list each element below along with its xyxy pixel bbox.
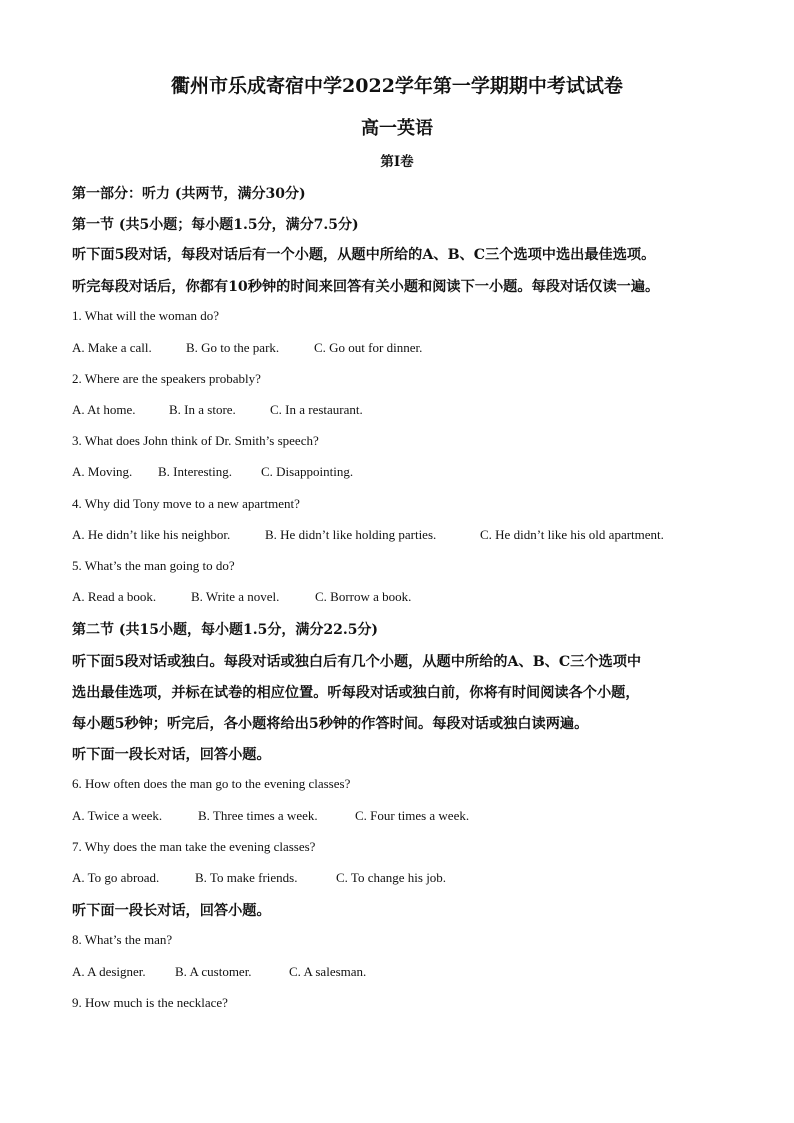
question-7: 7. Why does the man take the evening classes? [72, 839, 316, 854]
question-5-option-c: C. Borrow a book. [315, 589, 412, 604]
dialogue-group-intro: 听下面一段长对话，回答小题。 [72, 747, 271, 763]
question-5-option-b: B. Write a novel. [191, 589, 280, 604]
question-8: 8. What’s the man? [72, 932, 173, 947]
question-8-option-c: C. A salesman. [289, 964, 367, 979]
question-5: 5. What’s the man going to do? [72, 558, 235, 573]
question-3-option-b: B. Interesting. [158, 464, 233, 479]
volume-label: 第I卷 [380, 154, 414, 170]
section1-heading: 第一节 (共5小题；每小题1.5分，满分7.5分) [72, 217, 359, 233]
dialogue-group-intro: 听下面一段长对话，回答小题。 [72, 903, 271, 919]
question-1-option-c: C. Go out for dinner. [314, 340, 423, 355]
section2-instruction-line: 选出最佳选项，并标在试卷的相应位置。听每段对话或独白前，你将有时间阅读各个小题， [72, 685, 640, 701]
question-4-option-c: C. He didn’t like his old apartment. [480, 527, 664, 542]
section2-instruction-line: 听下面5段对话或独白。每段对话或独白后有几个小题，从题中所给的A、B、C三个选项中 [72, 654, 642, 670]
question-6: 6. How often does the man go to the evening classes? [72, 776, 351, 791]
question-1-option-a: A. Make a call. [72, 340, 152, 355]
question-8-option-a: A. A designer. [72, 964, 146, 979]
question-6-option-c: C. Four times a week. [355, 808, 470, 823]
section1-instruction-line: 听完每段对话后，你都有10秒钟的时间来回答有关小题和阅读下一小题。每段对话仅读一遍。 [72, 279, 660, 295]
section1-instruction-line: 听下面5段对话，每段对话后有一个小题，从题中所给的A、B、C三个选项中选出最佳选项。 [72, 247, 656, 263]
question-2-option-c: C. In a restaurant. [270, 402, 363, 417]
question-6-option-a: A. Twice a week. [72, 808, 163, 823]
question-3-option-c: C. Disappointing. [261, 464, 354, 479]
question-6-option-b: B. Three times a week. [198, 808, 318, 823]
subject-title: 高一英语 [361, 118, 433, 139]
question-3-option-a: A. Moving. [72, 464, 133, 479]
question-4-option-a: A. He didn’t like his neighbor. [72, 527, 231, 542]
question-7-option-c: C. To change his job. [336, 870, 447, 885]
question-1-option-b: B. Go to the park. [186, 340, 280, 355]
question-5-option-a: A. Read a book. [72, 589, 157, 604]
question-8-option-b: B. A customer. [175, 964, 252, 979]
part1-heading: 第一部分：听力 (共两节，满分30分) [72, 186, 306, 202]
question-9: 9. How much is the necklace? [72, 995, 228, 1010]
question-4: 4. Why did Tony move to a new apartment? [72, 496, 300, 511]
question-2-option-b: B. In a store. [169, 402, 236, 417]
question-2: 2. Where are the speakers probably? [72, 371, 261, 386]
section2-instruction-line: 每小题5秒钟；听完后，各小题将给出5秒钟的作答时间。每段对话或独白读两遍。 [72, 716, 589, 732]
question-7-option-a: A. To go abroad. [72, 870, 160, 885]
question-7-option-b: B. To make friends. [195, 870, 298, 885]
question-4-option-b: B. He didn’t like holding parties. [265, 527, 437, 542]
question-1: 1. What will the woman do? [72, 308, 220, 323]
section2-heading: 第二节 (共15小题，每小题1.5分，满分22.5分) [72, 622, 379, 638]
question-2-option-a: A. At home. [72, 402, 136, 417]
exam-title: 衢州市乐成寄宿中学2022学年第一学期期中考试试卷 [171, 75, 623, 97]
question-3: 3. What does John think of Dr. Smith’s speech? [72, 433, 319, 448]
